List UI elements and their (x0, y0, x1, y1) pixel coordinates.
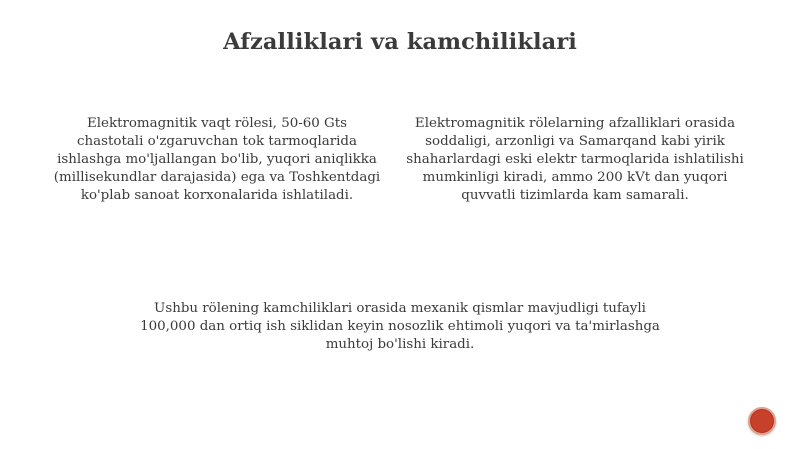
slide-title: Afzalliklari va kamchiliklari (223, 29, 577, 55)
slide-nav-button[interactable] (748, 407, 776, 435)
left-paragraph: Elektromagnitik vaqt rölesi, 50-60 Gts chastotali o'zgaruvchan tok tarmoqlarida ishlashga mo'ljallangan bo'lib, yuqori aniqlikka (millisekundlar darajasida) ega va Toshkentdagi ko'plab sanoat korxonalarida ishlatiladi. (53, 116, 381, 203)
bottom-paragraph: Ushbu rölening kamchiliklari orasida mexanik qismlar mavjudligi tufayli 100,000 dan ortiq ish siklidan keyin nosozlik ehtimoli yuqori va ta'mirlashga muhtoj bo'lishi kiradi. (140, 301, 660, 352)
right-paragraph: Elektromagnitik rölelarning afzalliklari orasida soddaligi, arzonligi va Samarqand kabi yirik shaharlardagi eski elektr tarmoqlarida ishlatilishi mumkinligi kiradi, ammo 200 kVt dan yuqori quvvatli tizimlarda kam samarali. (406, 116, 744, 203)
